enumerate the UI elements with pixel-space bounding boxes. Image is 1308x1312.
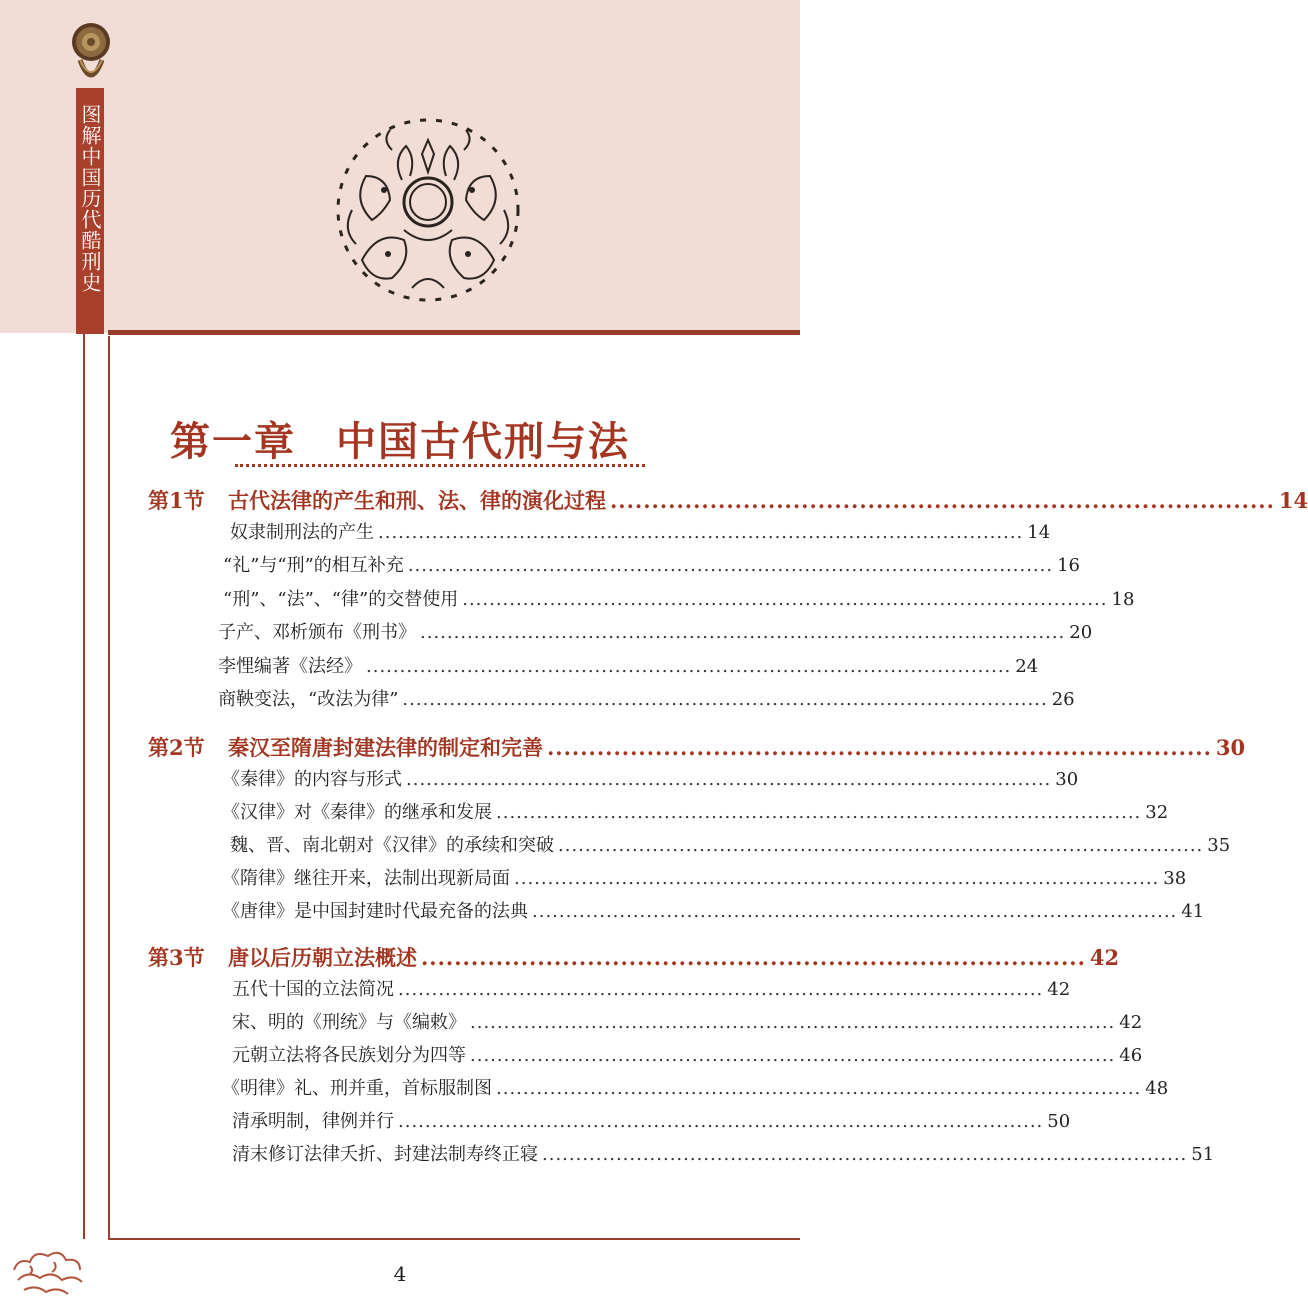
toc-section-row[interactable] (148, 485, 1308, 515)
dot-leader: ................................................................................................ (542, 1144, 1188, 1165)
entry-page: 24 (1015, 656, 1039, 677)
toc-entry-row[interactable] (222, 897, 1205, 927)
section-number: 第2节 (148, 735, 205, 760)
section-title: 秦汉至隋唐封建法律的制定和完善 (228, 735, 543, 760)
entry-page: 46 (1119, 1045, 1143, 1066)
entry-page: 32 (1145, 802, 1169, 823)
dot-leader: ................................................................................................ (462, 589, 1108, 610)
toc-entry-row[interactable] (222, 1074, 1169, 1104)
dot-leader: ................................................................................................ (496, 802, 1142, 823)
dot-leader: ................................................................................ (610, 488, 1275, 513)
entry-title: 宋、明的《刑统》与《编敕》 (232, 1012, 466, 1033)
dot-leader: ................................................................................................ (402, 689, 1048, 710)
dot-leader: ................................................................................ (421, 945, 1086, 970)
dragon-emblem-icon (332, 110, 524, 310)
dot-leader: ................................................................................................ (514, 868, 1160, 889)
chapter-title-underline (235, 464, 645, 467)
bronze-knocker-icon (66, 20, 116, 90)
toc-entry-row[interactable] (222, 765, 1079, 795)
entry-page: 18 (1111, 589, 1135, 610)
toc-entry-row[interactable] (230, 518, 1051, 548)
entry-page: 42 (1047, 979, 1071, 1000)
toc-section-row[interactable] (148, 942, 1120, 972)
toc-entry-row[interactable] (232, 1140, 1215, 1170)
entry-page: 26 (1051, 689, 1075, 710)
page-number: 4 (393, 1262, 407, 1286)
toc-entry-row[interactable] (222, 864, 1187, 894)
toc-entry-row[interactable] (232, 1107, 1071, 1137)
entry-page: 16 (1057, 555, 1080, 576)
chapter-heading (0, 410, 800, 467)
spine-line (83, 334, 85, 1239)
entry-title: 《唐律》是中国封建时代最充备的法典 (222, 901, 528, 922)
toc-entry-row[interactable] (223, 551, 1080, 581)
toc-entry-row[interactable] (232, 1008, 1143, 1038)
section-title: 古代法律的产生和刑、法、律的演化过程 (228, 488, 606, 513)
entry-title: “刑”、“法”、“律”的交替使用 (223, 589, 459, 610)
section-title: 唐以后历朝立法概述 (228, 945, 417, 970)
entry-page: 20 (1069, 622, 1093, 643)
toc-section-row[interactable] (148, 732, 1246, 762)
entry-title: 元朝立法将各民族划分为四等 (232, 1045, 466, 1066)
dot-leader: ................................................................................................ (407, 555, 1054, 576)
dot-leader: ................................................................................................ (470, 1012, 1116, 1033)
entry-page: 35 (1207, 835, 1231, 856)
dot-leader: ................................................................................................ (470, 1045, 1116, 1066)
toc-entry-row[interactable] (230, 831, 1231, 861)
header-rule (108, 330, 800, 335)
toc-entry-row[interactable] (218, 685, 1075, 715)
section-page: 14 (1278, 488, 1308, 513)
chapter-title: 中国古代刑与法 (336, 418, 630, 465)
section-number: 第3节 (148, 945, 205, 970)
entry-title: 清末修订法律夭折、封建法制寿终正寝 (232, 1144, 538, 1165)
entry-title: 魏、晋、南北朝对《汉律》的承续和突破 (230, 835, 554, 856)
dot-leader: ................................................................................................ (420, 622, 1066, 643)
chapter-number: 第一章 (170, 418, 296, 465)
toc-entry-row[interactable] (223, 585, 1135, 615)
entry-page: 30 (1055, 769, 1079, 790)
toc-entry-row[interactable] (232, 975, 1071, 1005)
dot-leader: ................................................................................................ (558, 835, 1204, 856)
dot-leader: ................................................................................ (547, 735, 1212, 760)
dot-leader: ................................................................................................ (406, 769, 1052, 790)
section-page: 30 (1215, 735, 1246, 760)
entry-page: 38 (1163, 868, 1187, 889)
dot-leader: ................................................................................................ (378, 522, 1024, 543)
entry-page: 14 (1027, 522, 1051, 543)
section-page: 42 (1089, 945, 1120, 970)
entry-title: 《明律》礼、刑并重，首标服制图 (222, 1078, 492, 1099)
toc-entry-row[interactable] (218, 652, 1039, 682)
dot-leader: ................................................................................................ (366, 656, 1012, 677)
entry-title: “礼”与“刑”的相互补充 (223, 555, 404, 576)
dot-leader: ................................................................................................ (532, 901, 1178, 922)
entry-page: 42 (1119, 1012, 1143, 1033)
spine-book-title: 图解中国历代酷刑史 (78, 104, 102, 293)
entry-title: 清承明制，律例并行 (232, 1111, 394, 1132)
entry-title: 李悝编著《法经》 (218, 656, 362, 677)
toc-entry-row[interactable] (232, 1041, 1143, 1071)
toc-entry-row[interactable] (218, 618, 1093, 648)
entry-title: 《汉律》对《秦律》的继承和发展 (222, 802, 492, 823)
dot-leader: ................................................................................................ (398, 979, 1044, 1000)
dot-leader: ................................................................................................ (496, 1078, 1142, 1099)
entry-title: 五代十国的立法简况 (232, 979, 394, 1000)
entry-page: 51 (1191, 1144, 1215, 1165)
entry-title: 奴隶制刑法的产生 (230, 522, 374, 543)
entry-title: 商鞅变法，“改法为律” (218, 689, 399, 710)
entry-title: 《隋律》继往开来，法制出现新局面 (222, 868, 510, 889)
entry-page: 48 (1145, 1078, 1169, 1099)
entry-page: 41 (1181, 901, 1205, 922)
entry-page: 50 (1047, 1111, 1071, 1132)
entry-title: 《秦律》的内容与形式 (222, 769, 402, 790)
dot-leader: ................................................................................................ (398, 1111, 1044, 1132)
toc-entry-row[interactable] (222, 798, 1169, 828)
entry-title: 子产、邓析颁布《刑书》 (218, 622, 416, 643)
section-number: 第1节 (148, 488, 205, 513)
